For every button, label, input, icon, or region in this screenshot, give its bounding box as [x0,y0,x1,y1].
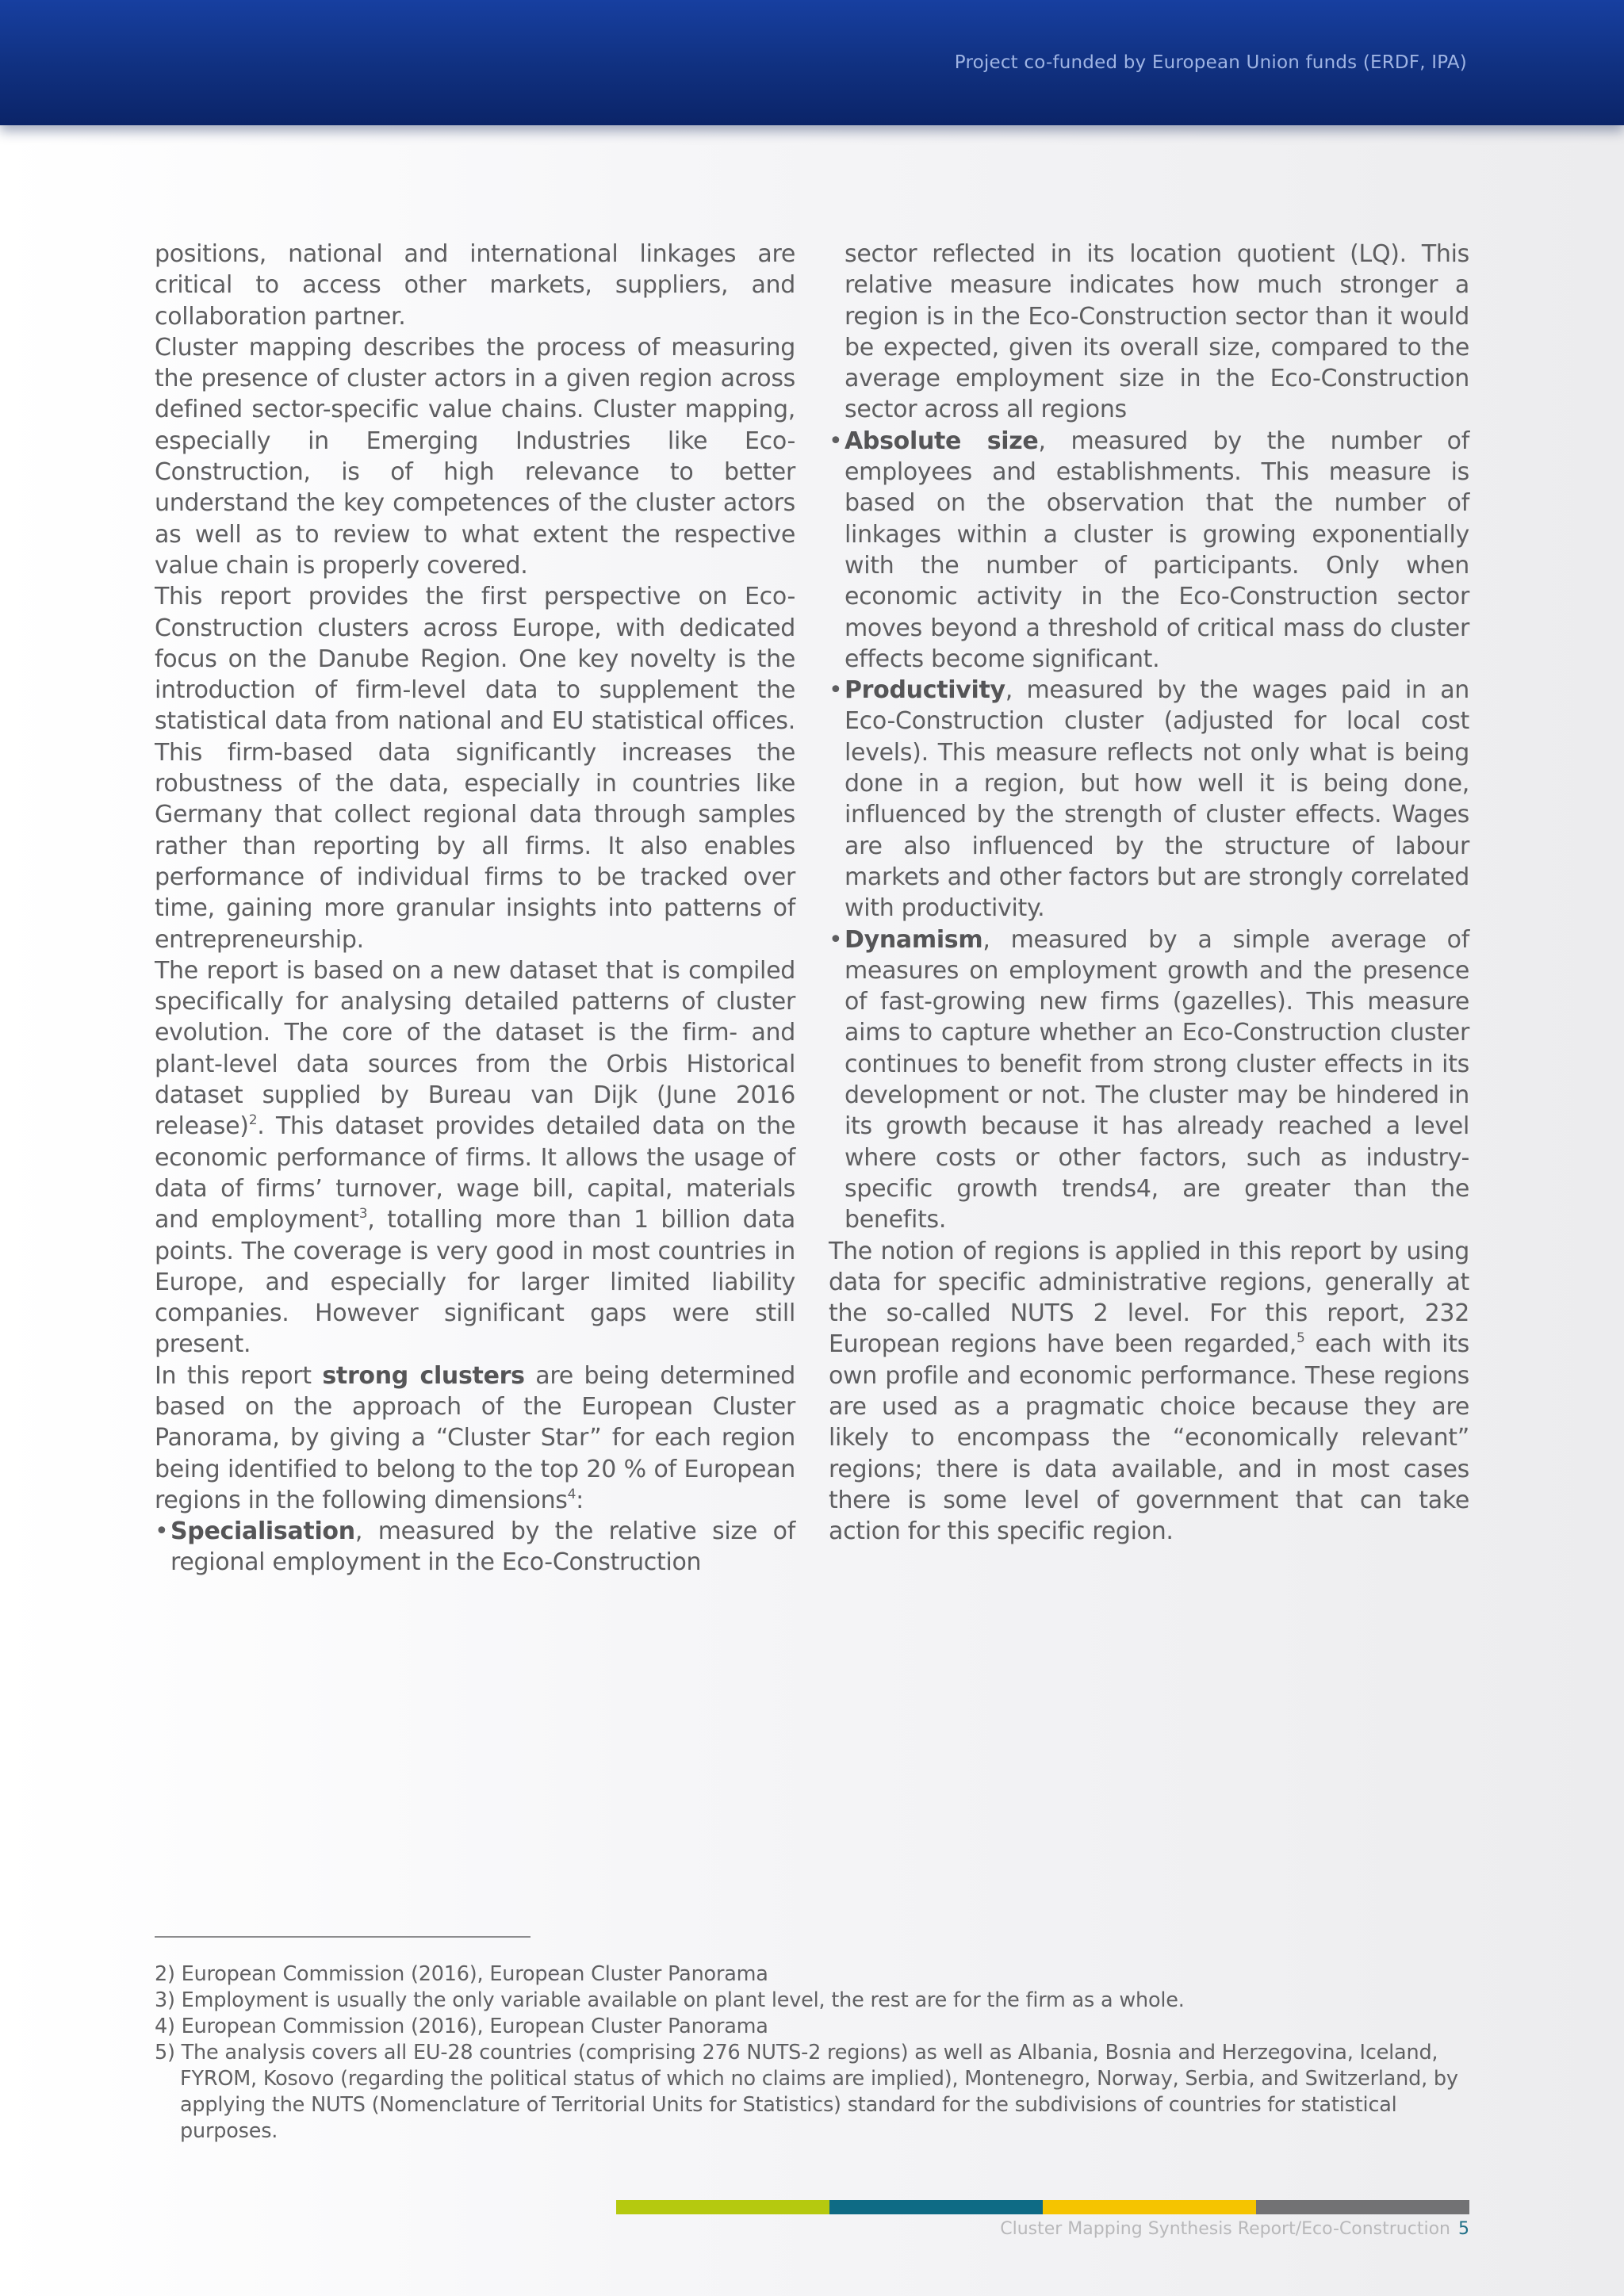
text-run: . This dataset provides detailed data on the economic performance of firms. It allows the usage of data of firms’ turnover, wage bill, capital, materials and employment [155,1112,795,1234]
bullet-item [155,1516,795,1578]
text-run: sector reflected in its location quotient (LQ). This relative measure indicates how much stronger a region is in the Eco-Construction sector than it would be expected, given its overall size, compared to the average employment size in the Eco-Construction sector across all regions [845,240,1469,424]
paragraph: Cluster mapping describes the process of measuring the presence of cluster actors in a given region across defined sector-specific value chains. Cluster mapping, especially in Emerging Industries like Eco-Construction, is of high relevance to better understand the key competences of the cluster actors as well as to review to what extent the respective value chain is properly covered. [155,333,795,580]
paragraph: This report provides the first perspective on Eco-Construction clusters across Europe, with dedicated focus on the Danube Region. One key novelty is the introduction of firm-level data to supplement the statistical data from national and EU statistical offices. This firm-based data significantly increases the robustness of the data, especially in countries like Germany that collect regional data through samples rather than reporting by all firms. It also enables performance of individual firms to be tracked over time, gaining more granular insights into patterns of entrepreneurship. [155,583,795,954]
footnote-ref: 4 [567,1486,576,1502]
footnote-ref: 2 [248,1112,258,1129]
bullet-dot-icon: • [155,1517,169,1546]
text-run: , measured by the relative size of regional employment in the Eco-Construction [170,1517,795,1577]
paragraph [155,1360,795,1516]
bullet-dot-icon: • [829,676,843,705]
footnote: 5) The analysis covers all EU-28 countries (comprising 276 NUTS-2 regions) as well as Albania, Bosnia and Herzegovina, Iceland, FYROM, Kosovo (regarding the political status of which no claims are implied), Montenegro, Norway, Serbia, and Switzerland, by applying the NUTS (Nomenclature of Territorial Units for Statistics) standard for the subdivisions of countries for statistical purposes. [155,2041,1458,2143]
footnote-ref: 5 [1296,1330,1305,1347]
paragraph: positions, national and international linkages are critical to access other markets, suppliers, and collaboration partner. [155,240,795,331]
footnote-divider [155,1936,530,1938]
color-bar-grey [1256,2200,1469,2214]
left-column [155,239,795,1578]
bold-term: Specialisation [170,1517,355,1546]
bold-term: Dynamism [845,925,983,954]
footnote: 2) European Commission (2016), European Cluster Panorama [155,1962,768,1986]
text-run: , measured by the wages paid in an Eco-Construction cluster (adjusted for local cost levels). This measure reflects not only what is being done in a region, but how well it is being done, influenced by the strength of cluster effects. Wages are also influenced by the structure of labour markets and other factors but are strongly correlated with productivity. [845,676,1469,923]
footnote-ref: 3 [358,1206,368,1223]
text-run: each with its own profile and economic performance. These regions are used as a pragmatic choice because they are likely to encompass the “economically relevant” regions; there is data available, and in most cases there is some level of government that can take action for this specific region. [829,1330,1469,1546]
bold-term: Absolute size [845,427,1039,455]
funding-note: Project co-funded by European Union funds (ERDF, IPA) [954,52,1467,73]
bullet-item [829,675,1469,924]
color-bar-yellow [1043,2200,1257,2214]
page-footer [1000,2219,1469,2239]
bold-term: Productivity [845,676,1005,705]
footnote: 4) European Commission (2016), European Cluster Panorama [155,2015,768,2038]
bullet-item [829,426,1469,675]
bullet-dot-icon: • [829,925,843,954]
page-header [0,0,1624,125]
page-number: 5 [1458,2219,1469,2239]
bold-term: strong clusters [322,1361,525,1390]
text-run: , measured by the number of employees and establishments. This measure is based on the observation that the number of linkages within a cluster is growing exponentially with the number of participants. Only when economic activity in the Eco-Construction sector moves beyond a threshold of critical mass do cluster effects become significant. [845,427,1470,673]
bullet-continuation [829,239,1469,426]
footnotes [155,1961,1471,2145]
footnote: 3) Employment is usually the only variable available on plant level, the rest are for the firm as a whole. [155,1988,1185,2012]
text-run: The notion of regions is applied in this report by using data for specific administrative regions, generally at the so-called NUTS 2 level. For this report, 232 European regions have been regarded, [829,1237,1469,1359]
paragraph [155,955,795,1360]
text-run: In this report [155,1361,323,1390]
footer-title: Cluster Mapping Synthesis Report/Eco-Construction [1000,2219,1450,2239]
bullet-dot-icon: • [829,427,843,455]
text-run: : [576,1486,584,1514]
text-run: , measured by a simple average of measures on employment growth and the presence of fast-growing new firms (gazelles). This measure aims to capture whether an Eco-Construction cluster continues to benefit from strong cluster effects in its development or not. The cluster may be hindered in its growth because it has already reached a level where costs or other factors, such as industry-specific growth trends4, are greater than the benefits. [845,925,1469,1234]
right-column [829,239,1469,1547]
paragraph [829,1236,1469,1548]
bullet-item [829,924,1469,1236]
text-run: are being determined based on the approach of the European Cluster Panorama, by giving a “Cluster Star” for each region being identified to belong to the top 20 % of European regions in the following dimensions [155,1361,795,1514]
text-run: The report is based on a new dataset that is compiled specifically for analysing detailed patterns of cluster evolution. The core of the dataset is the firm- and plant-level data sources from the Orbis Historical dataset supplied by Bureau van Dijk (June 2016 release) [155,956,795,1141]
color-bar-green [616,2200,830,2214]
text-run: , totalling more than 1 billion data points. The coverage is very good in most countries in Europe, and especially for larger limited liability companies. However significant gaps were still present. [155,1206,795,1359]
color-bar-teal [829,2200,1044,2214]
